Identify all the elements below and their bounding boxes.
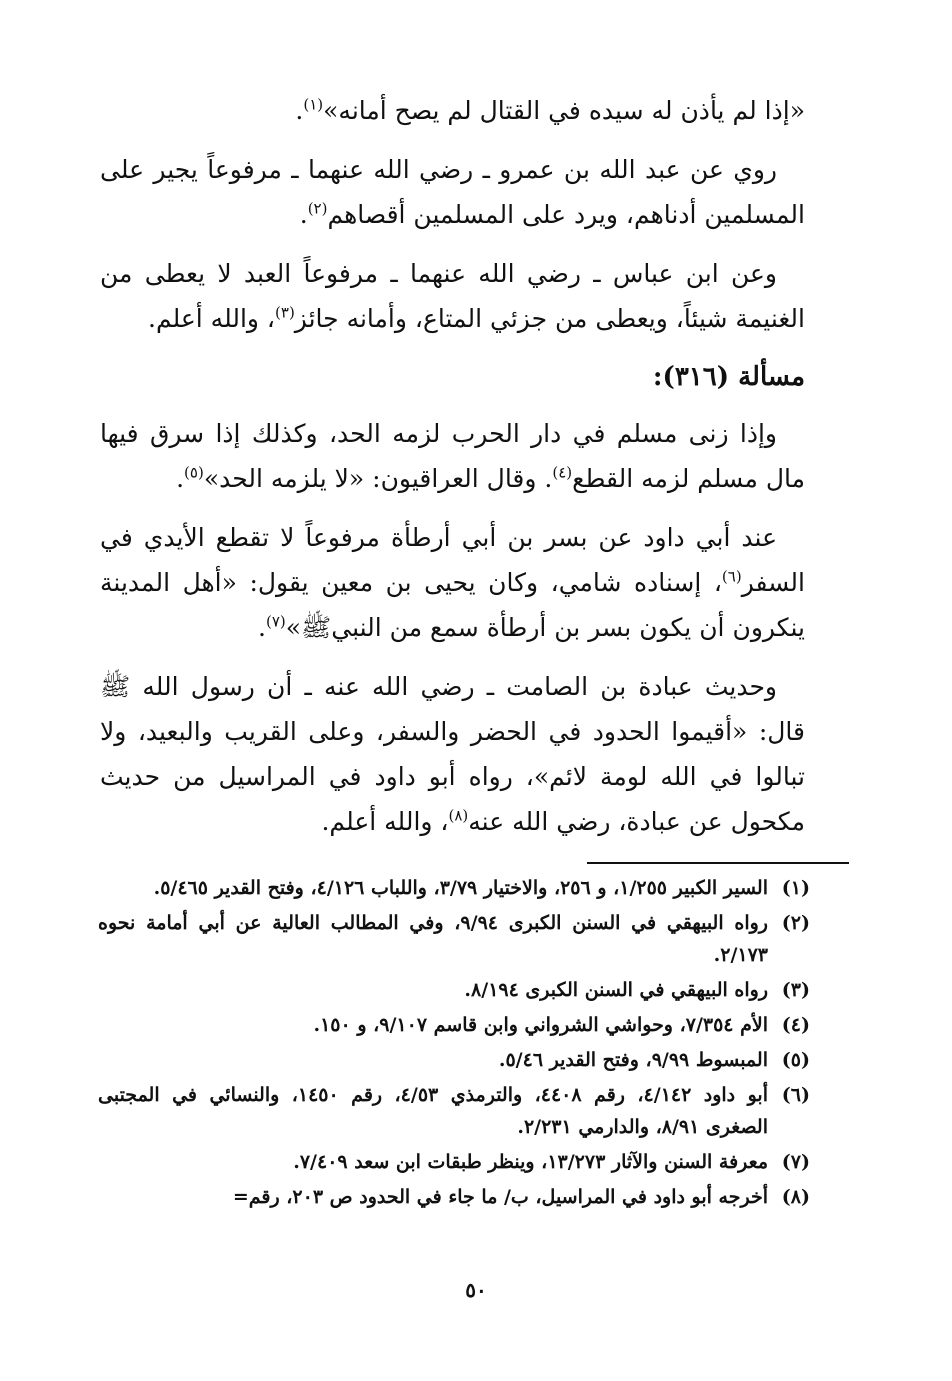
footnote-ref-3[interactable]: (٣) [275, 303, 295, 322]
footnote-text: السير الكبير ١/٢٥٥، و ٢٥٦، والاختيار ٣/٧٩، واللباب ٤/١٢٦، وفتح القدير ٥/٤٦٥. [153, 877, 768, 899]
footnote-text: المبسوط ٩/٩٩، وفتح القدير ٥/٤٦. [498, 1049, 768, 1071]
paragraph-1-text: «إذا لم يأذن له سيده في القتال لم يصح أمانه» [323, 96, 805, 125]
paragraph-5-text: عند أبي داود عن بسر بن أبي أرطأة مرفوعاً لا تقطع الأيدي في السفر [100, 523, 805, 597]
footnote-5 [98, 1044, 810, 1076]
footnote-text: رواه البيهقي في السنن الكبرى ٩/٩٤، وفي المطالب العالية عن أبي أمامة نحوه ٢/١٧٣. [98, 912, 768, 966]
paragraph-2-end: . [299, 200, 308, 229]
footnote-number: (٣) [781, 979, 810, 1001]
footnote-ref-4[interactable]: (٤) [552, 463, 573, 482]
footnote-6 [98, 1079, 810, 1143]
section-heading: مسألة (٣١٦): [652, 362, 805, 392]
footnote-ref-2[interactable]: (٢) [307, 199, 328, 218]
paragraph-1-end: . [295, 96, 304, 125]
page-body [100, 88, 805, 858]
footnote-ref-7[interactable]: (٧) [265, 612, 286, 631]
footnote-number: (٢) [781, 912, 810, 934]
footnote-ref-6[interactable]: (٦) [721, 567, 742, 586]
footnote-number: (٤) [781, 1014, 810, 1036]
footnote-text: رواه البيهقي في السنن الكبرى ٨/١٩٤. [464, 979, 768, 1001]
paragraph-6-end: ، والله أعلم. [321, 807, 449, 836]
footnote-number: (١) [781, 877, 810, 899]
footnote-number: (٦) [781, 1084, 810, 1106]
paragraph-4 [100, 411, 805, 501]
paragraph-2-text: روي عن عبد الله بن عمرو ـ رضي الله عنهما ـ مرفوعاً يجير على المسلمين أدناهم، ويرد على المسلمين أقصاهم [100, 155, 805, 229]
footnotes [98, 872, 810, 1216]
paragraph-1 [100, 88, 805, 133]
footnote-8 [98, 1181, 810, 1213]
paragraph-3 [100, 251, 805, 341]
paragraph-4-end: . [176, 464, 185, 493]
footnote-1 [98, 872, 810, 904]
footnote-2 [98, 907, 810, 971]
footnote-number: (٧) [781, 1151, 810, 1173]
paragraph-6 [100, 664, 805, 844]
footnote-text: معرفة السنن والآثار ١٣/٢٧٣، وينظر طبقات ابن سعد ٧/٤٠٩. [293, 1151, 768, 1173]
footnote-ref-5[interactable]: (٥) [184, 463, 204, 482]
footnote-text: أبو داود ٤/١٤٢، رقم ٤٤٠٨، والترمذي ٤/٥٣، رقم ١٤٥٠، والنسائي في المجتبى الصغرى ٨/٩١، والدارمي ٢/٢٣١. [98, 1084, 768, 1138]
footnote-divider [587, 862, 849, 864]
paragraph-6-text: وحديث عبادة بن الصامت ـ رضي الله عنه ـ أن رسول الله ﷺ قال: «أقيموا الحدود في الحضر والسفر، وعلى القريب والبعيد، ولا تبالوا في الله لومة لائم»، رواه أبو داود في المراسيل من حديث مكحول عن عبادة، رضي الله عنه [100, 672, 805, 836]
paragraph-4-text: وإذا زنى مسلم في دار الحرب لزمه الحد، وكذلك إذا سرق فيها مال مسلم لزمه القطع [100, 419, 805, 493]
footnote-7 [98, 1146, 810, 1178]
paragraph-3-text: وعن ابن عباس ـ رضي الله عنهما ـ مرفوعاً العبد لا يعطى من الغنيمة شيئاً، ويعطى من جزئي المتاع، وأمانه جائز [100, 259, 805, 333]
paragraph-5-mid: ، إسناده شامي، وكان يحيى بن معين يقول: «أهل المدينة ينكرون أن يكون بسر بن أرطأة سمع من النبيﷺ» [100, 568, 805, 642]
paragraph-2 [100, 147, 805, 237]
footnote-ref-8[interactable]: (٨) [448, 806, 469, 825]
footnote-number: (٥) [781, 1049, 810, 1071]
paragraph-5-end: . [258, 613, 266, 642]
footnote-text: الأم ٧/٣٥٤، وحواشي الشرواني وابن قاسم ٩/١٠٧، و ١٥٠. [313, 1014, 768, 1036]
paragraph-5 [100, 515, 805, 650]
footnote-3 [98, 974, 810, 1006]
paragraph-3-end: ، والله أعلم. [148, 304, 276, 333]
page-number: ٥٠ [465, 1278, 487, 1302]
footnote-4 [98, 1009, 810, 1041]
paragraph-4-mid: . وقال العراقيون: «لا يلزمه الحد» [203, 464, 553, 493]
footnote-ref-1[interactable]: (١) [303, 95, 324, 114]
footnote-text: أخرجه أبو داود في المراسيل، ب/ ما جاء في الحدود ص ٢٠٣، رقم= [232, 1186, 768, 1208]
footnote-number: (٨) [781, 1186, 810, 1208]
